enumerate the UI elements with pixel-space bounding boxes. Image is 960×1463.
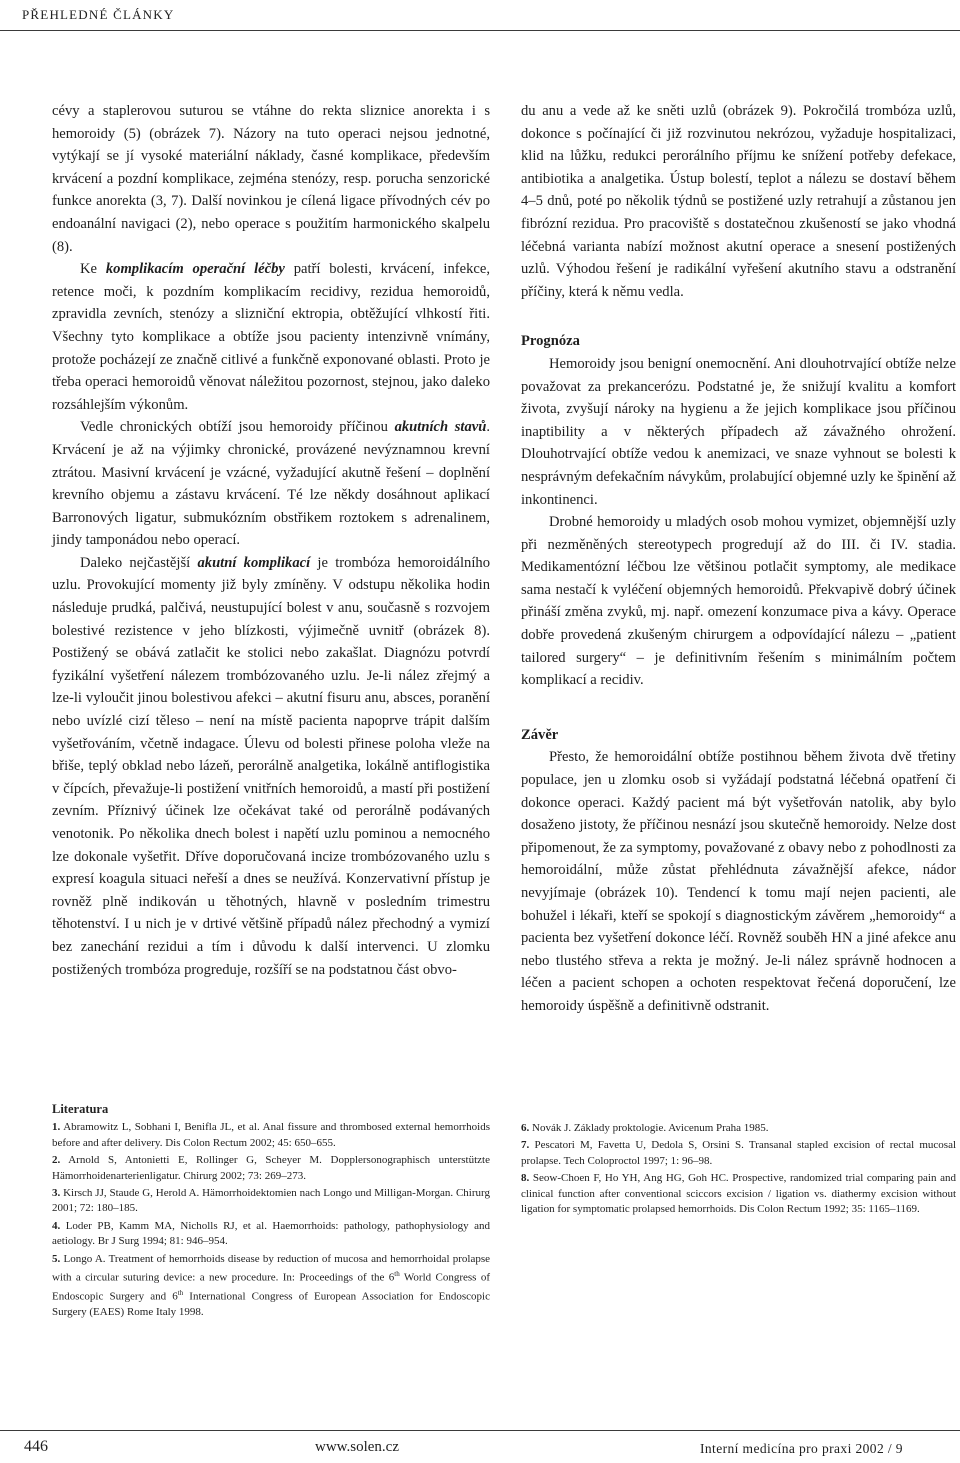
references-left [52, 1102, 490, 1323]
section-heading-conclusion: Závěr [521, 726, 559, 743]
references-title: Literatura [52, 1102, 109, 1116]
reference-item: 2. Arnold S, Antonietti E, Rollinger G, Scheyer M. Dopplersonographisch unterstützte Hämorrhoidenarterienligatur. Chirurg 2002; 73: 269–273. [52, 1154, 490, 1182]
paragraph: du anu a vede až ke sněti uzlů (obrázek 9). Pokročilá trombóza uzlů, dokonce s počínající či již rozvinutou nekrózou, vyžaduje hospitalizaci, klid na lůžku, redukci perorálního příjmu ke snížení potřeby defekace, antibiotika a analgetika. Ústup bolestí, teplot a nálezu se dostaví během 4–5 dnů, poté po několik týdnů se postižené uzly retrahují a zůstanou jen fibrózní rezidua. Pro pracoviště s dostatečnou zkušeností se jako vhodná léčebná varianta nabízí možnost akutní operace a snesení postižených uzlů. Výhodou řešení je radikální vyřešení akutního stavu a odstranění příčiny, která k němu vedla. [521, 103, 956, 300]
footer-divider [0, 1430, 960, 1431]
paragraph: Hemoroidy jsou benigní onemocnění. Ani dlouhotrvající obtíže nelze považovat za prekancerózu. Podstatné je, že snižují kvalitu a komfort života, zvyšují nároky na hygienu a že jejich komplikace jsou příčinou inaptibility a v některých případech až závažného ohrožení. Dlouhotrvající obtíže vedou k anemizaci, ve snaze vyhnout se bolesti k nesprávným defekačním návykům, prolabující objemné uzly ke špinění až inkontinenci. [521, 355, 956, 508]
references-right [521, 1121, 956, 1219]
journal-citation: Interní medicína pro praxi 2002 / 9 [700, 1441, 903, 1456]
paragraph-thrombosis: Daleko nejčastější akutní komplikací je trombóza hemoroidálního uzlu. Provokující momenty již byly zmíněny. V odstupu několika hodin následuje prudká, palčivá, neustupující bolest v anu, současně s rozvojem bolestivé rezistence v jeho blízkosti, výjimečně uvnitř (obrázek 8). Postižený se obává zatlačit ke stolici nebo zakašlat. Diagnózu potvrdí fyzikální vyšetření nálezem trombózovaného uzlu. Je-li nález zřejmý a lze-li vyloučit jinou bolestivou afekci – akutní fisuru anu, absces, poranění nebo uvízlé cizí těleso – není na místě pacienta napoprve trápit dalším vyšetřováním, včetně indagace. Úlevu od bolesti přinese poloha vleže na břiše, teplý obklad nebo lázeň, perorálně analgetika, lokálně antiflogistika v čípcích, převažuje-li postižení vnitřních hemoroidů, a mastí při postižení zevním. Příznivý účinek lze očekávat také od perorálně podávaných venotonik. Po několika dnech bolest i napětí uzlu pominou a nemocného lze dokonale vyšetřit. Dříve doporučovaná incize trombózovaného uzlu s expresí koagula situaci neřeší a dnes se neužívá. Konzervativní přístup je rovněž plně indikován u těhotných, hlavně v posledním trimestru těhotenství. I u nich je v drtivé většině případů nález přechodný a vymizí bez zanechání rezidui a tím i důvodu k další intervenci. U zlomku postižených trombóza progreduje, rozšíří se na podstatnou část obvo- [52, 554, 491, 978]
section-label: PŘEHLEDNÉ ČLÁNKY [22, 7, 175, 22]
paragraph: Drobné hemoroidy u mladých osob mohou vymizet, objemnější uzly při nezměněných stereotypech progredují až do III. či IV. stadia. Medikamentózní léčbou lze většinou potlačit symptomy, ale medikace sama nestačí k vyléčení objemných hemoroidů. Překvapivě dobrý účinek přináší změna zvyků, mj. např. omezení konzumace piva a kávy. Operace dobře provedená zkušeným chirurgem a odpovídající nálezu – „patient tailored surgery“ – je definitivním řešením s minimálním počtem komplikací a recidiv. [521, 514, 956, 689]
reference-item: 8. Seow-Choen F, Ho YH, Ang HG, Goh HC. Prospective, randomized trial comparing pain and clinical function after conventional sciccors excision / ligation vs. diathermy excision without ligation for symptomatic prolapsed hemorrhoids. Dis Colon Rectum 1992; 35: 1165–1169. [521, 1172, 956, 1216]
paragraph: Přesto, že hemoroidální obtíže postihnou během života dvě třetiny populace, jen u zlomku osob si vyžádají podstatná léčebná opatření či dokonce operaci. Každý pacient má být vyšetřován natolik, aby bylo dosaženo jistoty, že příčinou nesnází jsou skutečně hemoroidy. Nelze dost připomenout, že za symptomy, považované z obavy nebo z pohodlnosti za hemoroidální, může zůstat přehlédnuta závažnější afekce, nádor nevyjímaje (obrázek 10). Tendencí k tomu mají nejen pacienti, ale bohužel i lékaři, kteří se spokojí s diagnostickým závěrem „hemoroidy“ a pacienta bez vyšetření dokonce léčí. Rovněž souběh HN a jiné afekce anu nebo tlustého střeva a rekta je možný. Je-li nález správně hodnocen a léčen a pacient schopen a ochoten respektovat řečená doporučení, lze hemoroidy úspěšně a definitivně odstranit. [521, 749, 956, 1014]
reference-item: 1. Abramowitz L, Sobhani I, Benifla JL, et al. Anal fissure and thrombosed external hemorrhoids before and after delivery. Dis Colon Rectum 2002; 45: 650–655. [52, 1121, 490, 1149]
reference-item: 7. Pescatori M, Favetta U, Dedola S, Orsini S. Transanal stapled excision of rectal mucosal prolapse. Tech Coloproctol 1997; 1: 96–98. [521, 1139, 957, 1167]
paragraph-acute-states: Vedle chronických obtíží jsou hemoroidy příčinou akutních stavů. Krvácení je až na výjimky chronické, provázené nevýznamnou krevní ztrátou. Masivní krvácení je vzácné, vyžadující akutně řešení – doplnění krevního objemu a zástavu krvácení. Té lze někdy dosáhnout aplikací Barronových ligatur, submukózním obstřikem roztokem s adrenalinem, jindy tamponádou nebo operací. [52, 419, 491, 549]
paragraph: cévy a staplerovou suturou se vtáhne do rekta sliznice anorekta i s hemoroidy (5) (obrázek 7). Názory na tuto operaci nejsou jednotné, vytýkají se jí vysoké materiální náklady, časné komplikace, především krvácení a pozdní komplikace, zejména stenózy, resp. porucha senzorické funkce anorekta (3, 7). Další novinkou je cílená ligace přívodných cév po endoanální navigaci (2), nebo operace s použitím harmonického skalpelu (8). [52, 103, 490, 255]
website-link[interactable]: www.solen.cz [315, 1439, 400, 1455]
right-text-column [521, 100, 956, 1018]
emphasis-term: akutní komplikací [197, 554, 311, 571]
emphasis-term: akutních stavů [394, 419, 487, 436]
page-number: 446 [24, 1438, 48, 1455]
paragraph-complications: Ke komplikacím operační léčby patří bolesti, krvácení, infekce, retence moči, k pozdním komplikacím recidivy, rezidua hemoroidů, zpravidla zevních, stenózy a slizniční ektropia, obtěžující vlhkostí řiti. Všechny tyto komplikace a obtíže jsou pacienty intenzivně vnímány, protože pocházejí ze značně citlivé a funkčně exponované oblasti. Proto je třeba operaci hemoroidů věnovat náležitou pozornost, stejnou, jako daleko rozsáhlejším výkonům. [52, 261, 491, 413]
left-text-column [52, 100, 490, 981]
section-heading-prognosis: Prognóza [521, 333, 580, 350]
reference-item: 6. Novák J. Základy proktologie. Avicenum Praha 1985. [521, 1122, 769, 1134]
header-divider [0, 30, 960, 31]
reference-item: 3. Kirsch JJ, Staude G, Herold A. Hämorrhoidektomien nach Longo und Milligan-Morgan. Chirurg 2001; 72: 180–185. [52, 1187, 490, 1215]
reference-item: 5. Longo A. Treatment of hemorrhoids disease by reduction of mucosa and hemorrhoidal prolapse with a circular suturing device: a new procedure. In: Proceedings of the 6th World Congress of Endoscopic Surgery and 6th International Congress of European Association for Endoscopic Surgery (EAES) Rome Italy 1998. [52, 1252, 491, 1319]
emphasis-term: komplikacím operační léčby [105, 261, 285, 278]
reference-item: 4. Loder PB, Kamm MA, Nicholls RJ, et al. Haemorrhoids: pathology, pathophysiology and aetiology. Br J Surg 1994; 81: 946–954. [52, 1219, 490, 1248]
